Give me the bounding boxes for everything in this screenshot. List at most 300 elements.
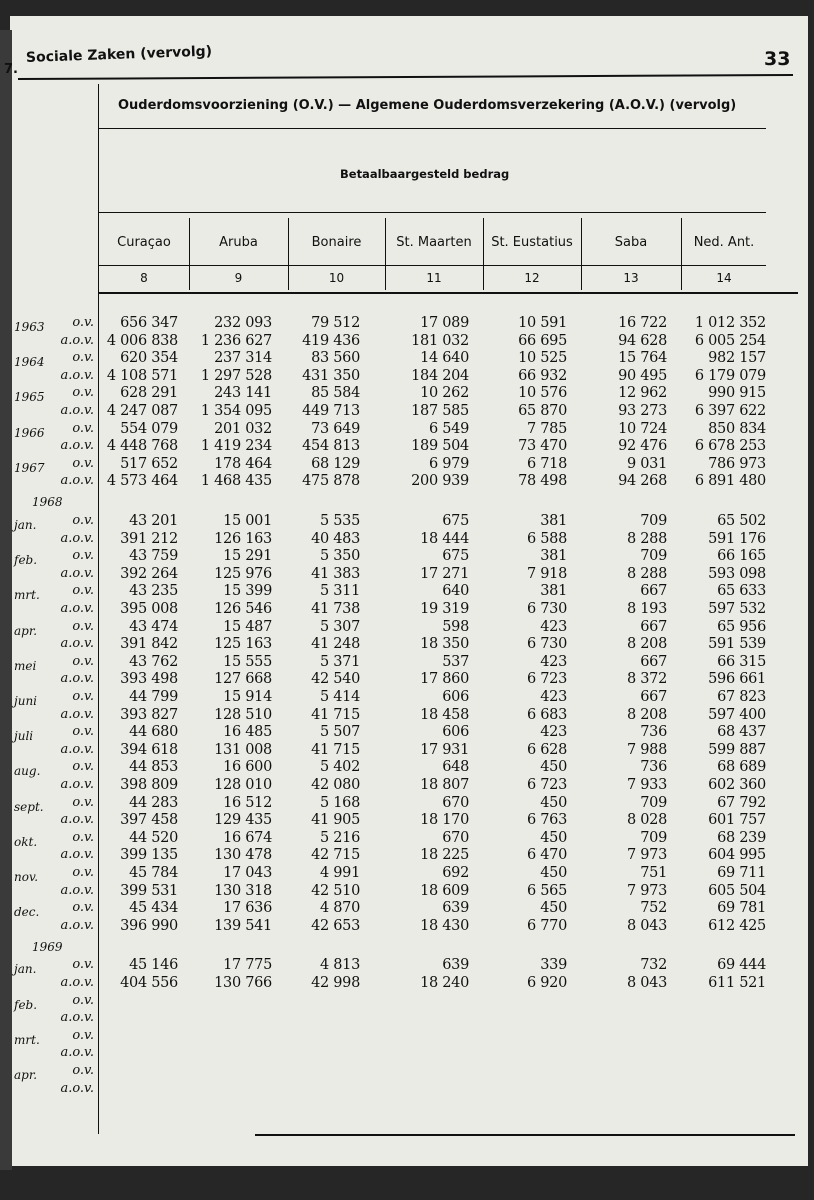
cell-value: 606 — [442, 724, 469, 741]
cell-value: 591 539 — [708, 636, 766, 653]
period-label: okt. — [14, 834, 38, 849]
table-row — [0, 601, 798, 618]
column-header: St. Maarten — [396, 234, 472, 250]
cell-value: 18 609 — [420, 882, 469, 899]
section-title: Sociale Zaken (vervolg) — [25, 43, 213, 66]
column-divider — [288, 218, 289, 290]
type-label: a.o.v. — [60, 706, 94, 722]
cell-value: 43 201 — [129, 513, 178, 529]
cell-value: 14 640 — [420, 350, 469, 367]
cell-value: 475 878 — [302, 473, 360, 490]
cell-value: 1 012 352 — [694, 315, 766, 331]
cell-value: 43 474 — [129, 618, 178, 635]
cell-value: 16 674 — [223, 829, 272, 846]
cell-value: 130 318 — [214, 882, 272, 899]
cell-value: 751 — [640, 865, 667, 881]
cell-value: 670 — [442, 794, 469, 811]
column-header: St. Eustatius — [491, 234, 573, 250]
type-label: a.o.v. — [60, 917, 94, 933]
cell-value: 6 770 — [526, 917, 567, 934]
type-label: a.o.v. — [60, 332, 94, 348]
period-label: dec. — [14, 905, 40, 920]
cell-value: 68 689 — [717, 759, 766, 776]
table-row — [0, 583, 798, 603]
cell-value: 94 628 — [618, 332, 667, 349]
section-number: 7. — [4, 62, 18, 77]
type-label: o.v. — [72, 420, 94, 436]
cell-value: 6 891 480 — [694, 473, 766, 490]
cell-value: 4 108 571 — [106, 367, 178, 384]
table-row — [0, 636, 798, 653]
cell-value: 7 973 — [626, 847, 667, 864]
cell-value: 44 680 — [129, 724, 178, 741]
cell-value: 596 661 — [708, 671, 766, 688]
type-label: a.o.v. — [60, 882, 94, 898]
cell-value: 16 485 — [223, 724, 272, 741]
cell-value: 399 135 — [120, 847, 178, 864]
table-row — [0, 847, 798, 864]
cell-value: 42 540 — [311, 671, 360, 688]
cell-value: 17 636 — [223, 900, 272, 917]
type-label: o.v. — [72, 583, 94, 599]
column-divider — [189, 218, 190, 290]
cell-value: 181 032 — [411, 332, 469, 349]
cell-value: 667 — [640, 583, 667, 600]
cell-value: 5 371 — [319, 653, 360, 670]
bottom-rule — [255, 1134, 795, 1136]
type-label: a.o.v. — [60, 777, 94, 792]
cell-value: 6 730 — [526, 636, 567, 653]
cell-value: 431 350 — [302, 367, 360, 384]
type-label: a.o.v. — [60, 403, 94, 418]
period-label: 1967 — [14, 460, 45, 475]
cell-value: 16 600 — [223, 759, 272, 776]
column-header: Ned. Ant. — [693, 234, 755, 250]
cell-value: 10 525 — [518, 350, 567, 367]
cell-value: 593 098 — [708, 565, 766, 582]
cell-value: 982 157 — [708, 350, 766, 367]
cell-value: 537 — [442, 653, 469, 670]
cell-value: 1 236 627 — [200, 332, 272, 349]
cell-value: 381 — [540, 513, 567, 529]
cell-value: 5 350 — [319, 548, 360, 565]
cell-value: 15 001 — [223, 513, 272, 529]
cell-value: 450 — [540, 900, 567, 917]
cell-value: 85 584 — [311, 385, 360, 402]
cell-value: 79 512 — [311, 315, 360, 331]
cell-value: 419 436 — [302, 332, 360, 349]
table-row — [0, 654, 798, 671]
cell-value: 598 — [442, 618, 469, 635]
table-row — [0, 812, 798, 829]
table-row — [0, 495, 798, 512]
cell-value: 4 870 — [319, 900, 360, 917]
colnum-rule — [98, 292, 798, 294]
cell-value: 17 931 — [420, 741, 469, 758]
cell-value: 66 932 — [518, 367, 567, 384]
cell-value: 597 400 — [708, 706, 766, 723]
cell-value: 18 444 — [420, 530, 469, 547]
cell-value: 517 652 — [120, 455, 178, 472]
cell-value: 129 435 — [214, 812, 272, 829]
cell-value: 7 988 — [626, 741, 667, 758]
cell-value: 396 990 — [120, 917, 178, 934]
cell-value: 850 834 — [708, 420, 766, 437]
page-number: 33 — [764, 48, 791, 70]
cell-value: 8 288 — [626, 530, 667, 547]
cell-value: 15 291 — [223, 548, 272, 565]
table-row — [0, 619, 798, 636]
type-label: o.v. — [72, 992, 94, 1008]
cell-value: 92 476 — [618, 438, 667, 455]
cell-value: 5 311 — [319, 583, 360, 600]
table-row — [0, 473, 798, 490]
table-row — [0, 548, 798, 568]
cell-value: 126 163 — [214, 530, 272, 547]
cell-value: 554 079 — [120, 420, 178, 437]
type-label: o.v. — [72, 724, 94, 740]
cell-value: 423 — [540, 618, 567, 635]
type-label: o.v. — [72, 957, 94, 973]
cell-value: 43 762 — [129, 653, 178, 670]
cell-value: 18 170 — [420, 812, 469, 829]
cell-value: 6 718 — [526, 455, 567, 472]
cell-value: 19 319 — [420, 601, 469, 617]
table-row — [0, 566, 798, 583]
cell-value: 45 146 — [129, 957, 178, 974]
cell-value: 66 165 — [717, 548, 766, 565]
column-divider — [581, 218, 582, 290]
cell-value: 15 399 — [223, 583, 272, 600]
cell-value: 454 813 — [302, 438, 360, 455]
cell-value: 67 792 — [717, 794, 766, 811]
cell-value: 648 — [442, 759, 469, 776]
cell-value: 7 918 — [526, 565, 567, 582]
cell-value: 7 933 — [626, 777, 667, 793]
cell-value: 125 163 — [214, 636, 272, 653]
cell-value: 6 920 — [526, 975, 567, 991]
cell-value: 6 723 — [526, 777, 567, 793]
cell-value: 4 573 464 — [106, 473, 178, 490]
cell-value: 18 350 — [420, 636, 469, 653]
table-row — [0, 456, 798, 473]
type-label: a.o.v. — [60, 847, 94, 863]
period-label: jan. — [14, 518, 37, 532]
table-row — [0, 315, 798, 332]
type-label: o.v. — [72, 829, 94, 845]
year-heading: 1968 — [32, 495, 63, 510]
table-row — [0, 900, 798, 920]
cell-value: 639 — [442, 957, 469, 974]
cell-value: 8 372 — [626, 671, 667, 688]
cell-value: 604 995 — [708, 847, 766, 864]
type-label: a.o.v. — [60, 473, 94, 489]
cell-value: 94 268 — [618, 473, 667, 490]
type-label: o.v. — [72, 794, 94, 810]
cell-value: 628 291 — [120, 385, 178, 402]
cell-value: 4 247 087 — [106, 403, 178, 419]
group-rule — [98, 212, 766, 213]
table-row — [0, 957, 798, 977]
table-row — [0, 671, 798, 688]
cell-value: 184 204 — [411, 367, 469, 384]
cell-value: 591 176 — [708, 530, 766, 547]
period-label: 1966 — [14, 425, 45, 440]
table-row — [0, 830, 798, 847]
cell-value: 6 005 254 — [694, 332, 766, 349]
cell-value: 6 397 622 — [694, 403, 766, 419]
table-row — [0, 1045, 798, 1062]
cell-value: 126 546 — [214, 601, 272, 617]
cell-value: 44 283 — [129, 794, 178, 811]
type-label: o.v. — [72, 865, 94, 880]
cell-value: 18 807 — [420, 777, 469, 793]
table-row — [0, 865, 798, 882]
cell-value: 17 089 — [420, 315, 469, 331]
table-row — [0, 385, 798, 405]
table-title: Ouderdomsvoorziening (O.V.) — Algemene Ouderdomsverzekering (A.O.V.) (vervolg) — [118, 98, 737, 113]
cell-value: 42 998 — [311, 975, 360, 991]
cell-value: 6 470 — [526, 847, 567, 864]
period-label: feb. — [14, 553, 38, 568]
column-header: Bonaire — [311, 234, 362, 250]
cell-value: 178 464 — [214, 455, 272, 472]
cell-value: 73 470 — [518, 438, 567, 455]
table-row — [0, 1028, 798, 1045]
cell-value: 125 976 — [214, 565, 272, 582]
cell-value: 17 860 — [420, 671, 469, 688]
cell-value: 44 799 — [129, 689, 178, 705]
cell-value: 709 — [640, 794, 667, 811]
cell-value: 41 715 — [311, 741, 360, 758]
cell-value: 4 006 838 — [106, 332, 178, 349]
column-number: 11 — [426, 271, 442, 285]
period-label: 1963 — [14, 320, 45, 334]
cell-value: 45 784 — [129, 865, 178, 881]
cell-value: 42 715 — [311, 847, 360, 864]
type-label: o.v. — [72, 759, 94, 775]
cell-value: 243 141 — [214, 385, 272, 402]
type-label: a.o.v. — [60, 671, 94, 687]
table-row — [0, 689, 798, 706]
cell-value: 709 — [640, 513, 667, 529]
type-label: o.v. — [72, 1027, 94, 1043]
table-row — [0, 333, 798, 350]
cell-value: 667 — [640, 689, 667, 705]
cell-value: 18 458 — [420, 706, 469, 723]
cell-value: 65 633 — [717, 583, 766, 600]
cell-value: 45 434 — [129, 900, 178, 917]
cell-value: 736 — [640, 759, 667, 776]
cell-value: 6 683 — [526, 706, 567, 723]
table-row — [0, 350, 798, 370]
cell-value: 66 315 — [717, 653, 766, 670]
cell-value: 40 483 — [311, 530, 360, 547]
cell-value: 1 468 435 — [200, 473, 272, 490]
table-row — [0, 975, 798, 992]
table-row — [0, 707, 798, 724]
cell-value: 18 225 — [420, 847, 469, 864]
cell-value: 4 813 — [319, 957, 360, 974]
cell-value: 131 008 — [214, 741, 272, 758]
cell-value: 68 129 — [311, 455, 360, 472]
column-divider — [681, 218, 682, 290]
cell-value: 656 347 — [120, 315, 178, 331]
type-label: o.v. — [72, 513, 94, 528]
cell-value: 675 — [442, 548, 469, 565]
type-label: o.v. — [72, 315, 94, 330]
cell-value: 6 179 079 — [694, 367, 766, 384]
type-label: a.o.v. — [60, 530, 94, 546]
cell-value: 41 715 — [311, 706, 360, 723]
cell-value: 4 991 — [319, 865, 360, 881]
cell-value: 6 549 — [428, 420, 469, 437]
cell-value: 393 498 — [120, 671, 178, 688]
table-row — [0, 1063, 798, 1080]
cell-value: 8 208 — [626, 706, 667, 723]
cell-value: 392 264 — [120, 565, 178, 582]
period-label: jan. — [14, 962, 37, 977]
column-header: Saba — [614, 234, 648, 250]
cell-value: 65 870 — [518, 403, 567, 419]
cell-value: 237 314 — [214, 350, 272, 367]
column-number: 10 — [328, 271, 345, 285]
cell-value: 65 502 — [717, 513, 766, 529]
cell-value: 130 478 — [214, 847, 272, 864]
cell-value: 16 512 — [223, 794, 272, 811]
type-label: a.o.v. — [60, 367, 94, 383]
cell-value: 43 235 — [129, 583, 178, 600]
table-row — [0, 1010, 798, 1027]
cell-value: 15 487 — [223, 618, 272, 635]
table-row — [0, 513, 798, 530]
table-row — [0, 993, 798, 1010]
table-row — [0, 1081, 798, 1098]
cell-value: 17 043 — [223, 865, 272, 881]
cell-value: 41 905 — [311, 812, 360, 829]
period-label: apr. — [14, 1068, 38, 1082]
type-label: a.o.v. — [60, 812, 94, 828]
period-label: mei — [14, 658, 37, 673]
cell-value: 675 — [442, 513, 469, 529]
cell-value: 69 711 — [717, 865, 766, 881]
cell-value: 127 668 — [214, 671, 272, 688]
period-label: mrt. — [14, 588, 40, 603]
cell-value: 66 695 — [518, 332, 567, 349]
cell-value: 423 — [540, 689, 567, 705]
type-label: a.o.v. — [60, 975, 94, 990]
cell-value: 12 962 — [618, 385, 667, 402]
cell-value: 8 193 — [626, 601, 667, 617]
cell-value: 450 — [540, 759, 567, 776]
period-label: feb. — [14, 997, 38, 1012]
cell-value: 391 842 — [120, 636, 178, 653]
period-label: juni — [14, 694, 38, 708]
cell-value: 6 628 — [526, 741, 567, 758]
table-row — [0, 918, 798, 935]
cell-value: 395 008 — [120, 601, 178, 617]
column-number: 13 — [623, 271, 639, 285]
cell-value: 398 809 — [120, 777, 178, 793]
cell-value: 5 507 — [319, 724, 360, 741]
cell-value: 41 248 — [311, 636, 360, 653]
type-label: o.v. — [72, 385, 94, 401]
table-row — [0, 438, 798, 455]
cell-value: 78 498 — [518, 473, 567, 490]
cell-value: 404 556 — [120, 975, 178, 991]
cell-value: 18 240 — [420, 975, 469, 991]
cell-value: 200 939 — [411, 473, 469, 490]
cell-value: 597 532 — [708, 601, 766, 617]
cell-value: 667 — [640, 618, 667, 635]
cell-value: 450 — [540, 794, 567, 811]
period-label: mrt. — [14, 1032, 40, 1047]
cell-value: 139 541 — [214, 917, 272, 934]
period-label: aug. — [14, 764, 41, 779]
column-number: 9 — [234, 271, 243, 285]
cell-value: 42 510 — [311, 882, 360, 899]
cell-value: 709 — [640, 829, 667, 846]
cell-value: 10 576 — [518, 385, 567, 402]
type-label: o.v. — [72, 350, 94, 366]
cell-value: 44 853 — [129, 759, 178, 776]
cell-value: 450 — [540, 829, 567, 846]
cell-value: 736 — [640, 724, 667, 741]
table-row — [0, 777, 798, 794]
table-row — [0, 421, 798, 438]
cell-value: 394 618 — [120, 741, 178, 758]
table-row — [0, 403, 798, 420]
column-header: Curaçao — [117, 234, 171, 250]
table-row — [0, 795, 798, 812]
cell-value: 15 764 — [618, 350, 667, 367]
cell-value: 449 713 — [302, 403, 360, 419]
cell-value: 8 208 — [626, 636, 667, 653]
cell-value: 68 437 — [717, 724, 766, 741]
table-row — [0, 883, 798, 900]
type-label: o.v. — [72, 618, 94, 634]
year-heading: 1969 — [32, 939, 63, 954]
cell-value: 397 458 — [120, 812, 178, 829]
cell-value: 130 766 — [214, 975, 272, 991]
cell-value: 8 288 — [626, 565, 667, 582]
type-label: a.o.v. — [60, 1045, 94, 1061]
column-divider — [483, 218, 484, 290]
cell-value: 8 043 — [626, 975, 667, 991]
cell-value: 612 425 — [708, 917, 766, 934]
type-label: a.o.v. — [60, 636, 94, 652]
group-header: Betaalbaargesteld bedrag — [340, 167, 510, 181]
type-label: o.v. — [72, 689, 94, 704]
cell-value: 6 565 — [526, 882, 567, 899]
cell-value: 606 — [442, 689, 469, 705]
cell-value: 423 — [540, 724, 567, 741]
title-rule — [98, 128, 766, 129]
cell-value: 786 973 — [708, 455, 766, 472]
cell-value: 692 — [442, 865, 469, 881]
cell-value: 5 402 — [319, 759, 360, 776]
cell-value: 41 738 — [311, 601, 360, 617]
cell-value: 65 956 — [717, 618, 766, 635]
cell-value: 83 560 — [311, 350, 360, 367]
table-row — [0, 531, 798, 548]
cell-value: 5 307 — [319, 618, 360, 635]
table-row — [0, 368, 798, 385]
type-label: o.v. — [72, 653, 94, 669]
column-header: Aruba — [219, 234, 258, 250]
cell-value: 8 043 — [626, 917, 667, 934]
column-divider — [385, 218, 386, 290]
